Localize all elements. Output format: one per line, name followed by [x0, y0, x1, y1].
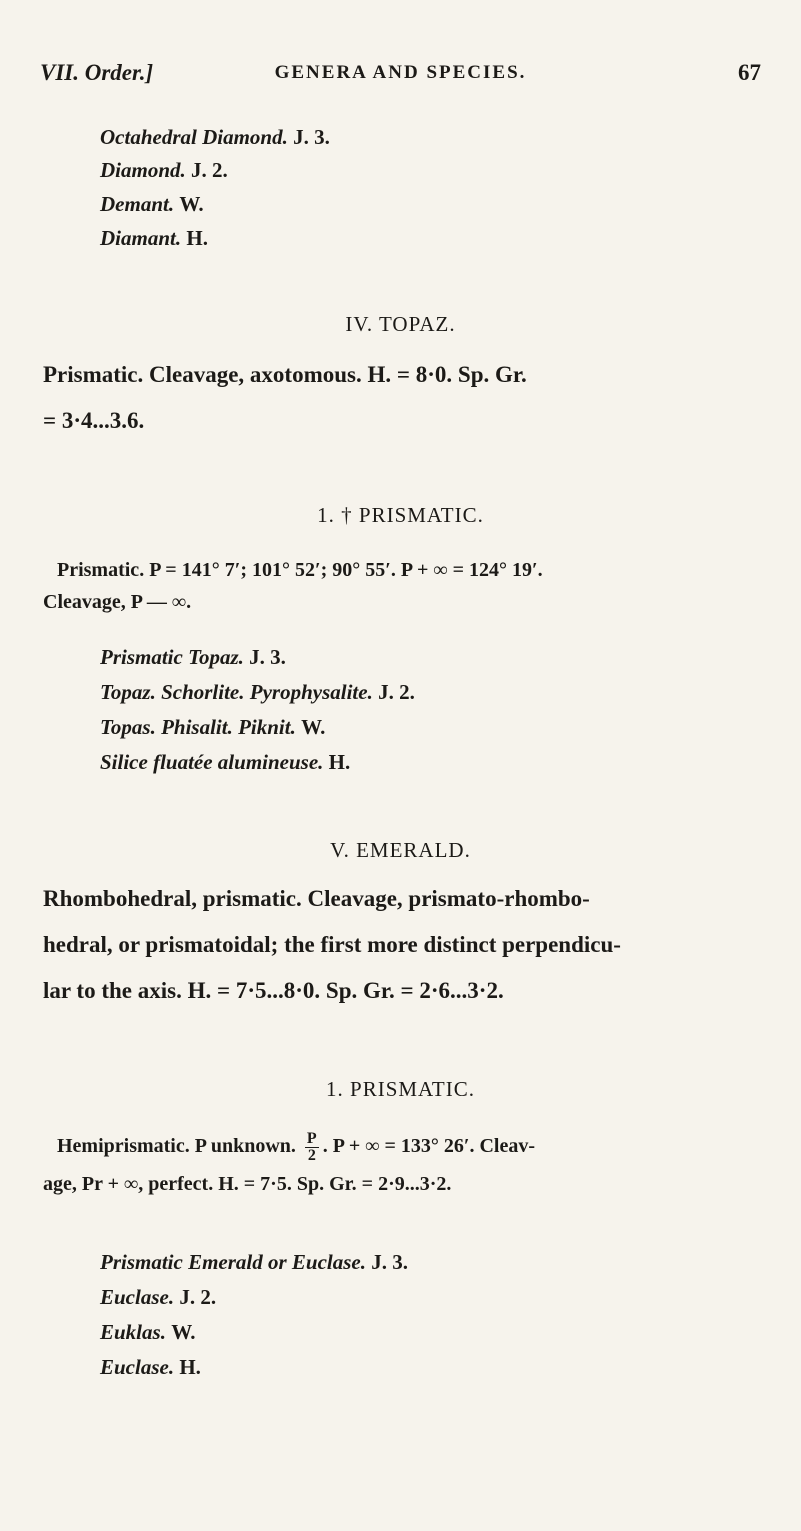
synonym-ref: J. 3. [371, 1250, 409, 1274]
header-title: GENERA AND SPECIES. [274, 62, 527, 83]
synonym-ref: J. 2. [191, 158, 228, 182]
page-number: 67 [738, 60, 761, 85]
running-header [40, 60, 761, 100]
synonym-name: Diamond. [100, 158, 186, 182]
species-description-emerald [43, 1130, 765, 1200]
synonym-ref: J. 2. [179, 1285, 217, 1309]
synonym-ref: W. [301, 715, 326, 739]
genus-characters-emerald [43, 876, 765, 1014]
synonym-name: Euklas. [100, 1320, 166, 1344]
synonym-line [100, 750, 350, 775]
synonym-name: Prismatic Topaz. [100, 645, 244, 669]
header-order: VII. Order.] [40, 60, 154, 85]
synonym-line [100, 645, 286, 670]
synonym-name: Topas. Phisalit. Piknit. [100, 715, 296, 739]
text-line: = 3·4...3.6. [43, 408, 145, 433]
synonym-name: Euclase. [100, 1355, 175, 1379]
synonym-ref: H. [179, 1355, 201, 1379]
synonym-line [100, 680, 415, 705]
synonym-ref: W. [171, 1320, 196, 1344]
synonym-ref: J. 3. [293, 125, 330, 149]
synonym-line [100, 1285, 216, 1310]
synonym-line [100, 158, 228, 183]
species-heading-topaz: 1. † PRISMATIC. [317, 503, 484, 527]
text-line: Cleavage, P — ∞. [43, 591, 192, 613]
text-line: Rhombohedral, prismatic. Cleavage, prismato-rhombo- [43, 886, 590, 911]
synonym-line [100, 715, 325, 740]
synonym-line [100, 192, 204, 217]
synonym-ref: H. [186, 226, 208, 250]
text-line: Prismatic. Cleavage, axotomous. H. = 8·0. Sp. Gr. [43, 362, 527, 387]
synonym-name: Prismatic Emerald or Euclase. [100, 1250, 367, 1274]
fraction [305, 1131, 319, 1164]
species-description-topaz [43, 554, 765, 618]
synonym-ref: J. 2. [378, 680, 415, 704]
synonym-line [100, 125, 330, 150]
synonym-line [100, 1320, 196, 1345]
text-line: Prismatic. P = 141° 7′; 101° 52′; 90° 55′. P + ∞ = 124° 19′. [57, 559, 543, 581]
species-heading-emerald: 1. PRISMATIC. [326, 1077, 475, 1101]
text-line: lar to the axis. H. = 7·5...8·0. Sp. Gr. = 2·6...3·2. [43, 978, 504, 1003]
text-segment: . P + ∞ = 133° 26′. Cleav- [322, 1135, 536, 1157]
genus-heading-emerald: V. EMERALD. [330, 838, 471, 862]
synonym-name: Octahedral Diamond. [100, 125, 288, 149]
synonym-line [100, 1250, 408, 1275]
fraction-numerator: P [306, 1129, 317, 1147]
text-line: hedral, or prismatoidal; the first more distinct perpendicu- [43, 932, 621, 957]
synonym-name: Silice fluatée alumineuse. [100, 750, 324, 774]
text-line [57, 1130, 765, 1164]
text-segment: Hemiprismatic. P unknown. [57, 1135, 296, 1157]
genus-heading-topaz: IV. TOPAZ. [345, 312, 456, 336]
synonym-ref: J. 3. [249, 645, 286, 669]
synonym-name: Topaz. Schorlite. Pyrophysalite. [100, 680, 373, 704]
text-line: age, Pr + ∞, perfect. H. = 7·5. Sp. Gr. = 2·9...3·2. [43, 1172, 452, 1195]
synonym-ref: H. [328, 750, 351, 774]
synonym-line [100, 1355, 201, 1380]
synonym-name: Diamant. [100, 226, 182, 250]
synonym-line [100, 226, 208, 251]
synonym-ref: W. [179, 192, 204, 216]
genus-characters-topaz [43, 352, 765, 444]
fraction-denominator: 2 [307, 1146, 316, 1164]
synonym-name: Demant. [100, 192, 175, 216]
synonym-name: Euclase. [100, 1285, 175, 1309]
